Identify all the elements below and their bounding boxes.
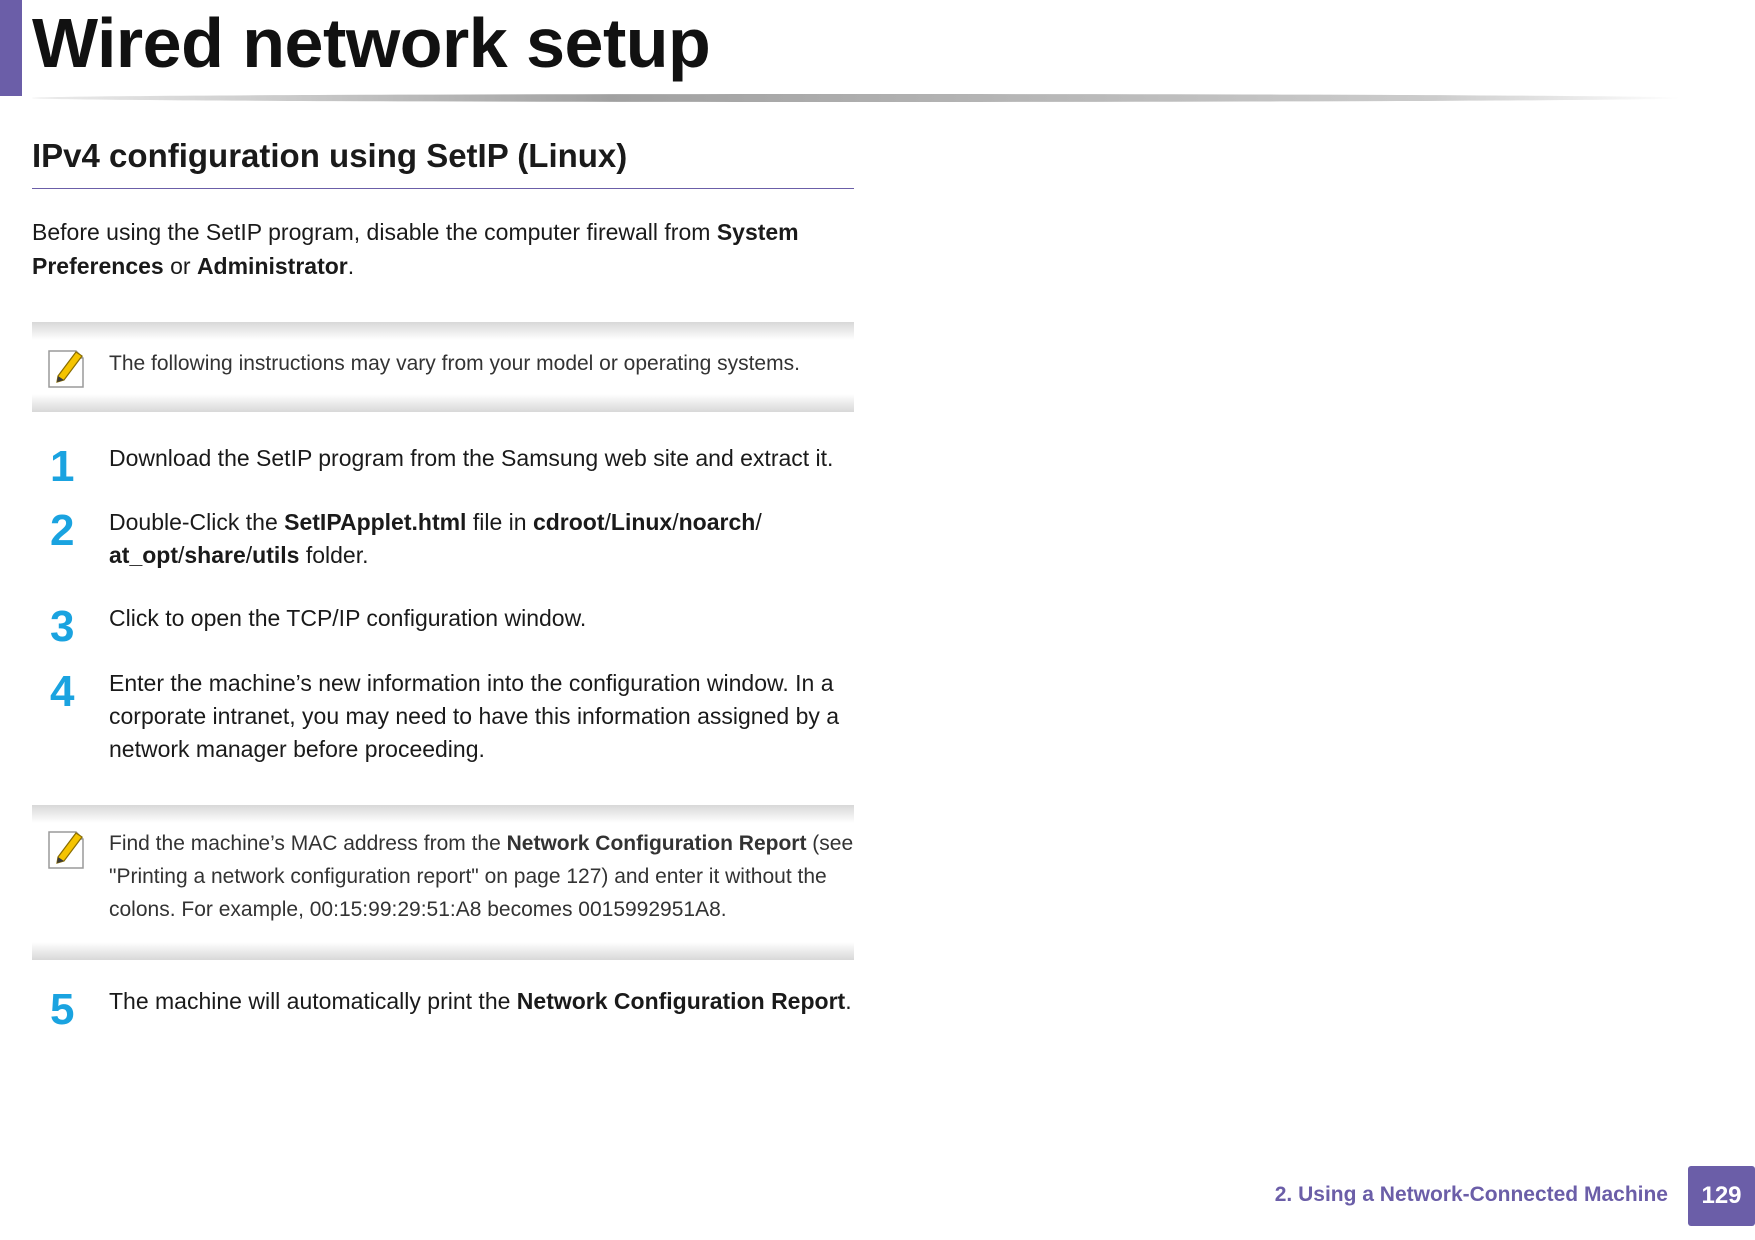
footer-chapter: 2. Using a Network-Connected Machine: [1274, 1183, 1668, 1206]
page-title: Wired network setup: [32, 4, 711, 82]
note-text: The following instructions may vary from your model or operating systems.: [109, 352, 800, 375]
pencil-note-icon: [46, 346, 86, 390]
page-number-badge: 129: [1688, 1166, 1755, 1226]
step-text: Download the SetIP program from the Samsung web site and extract it.: [109, 445, 834, 471]
note-box: [32, 322, 854, 412]
note-text: Find the machine’s MAC address from the Network Configuration Report (see "Printing a network configuration report" on page 127) and enter it without the colons. For example, 00:15:99:29:51:A8 becomes 0015992951A8.: [109, 832, 854, 921]
step-text: Click to open the TCP/IP configuration window.: [109, 605, 587, 631]
step-text: The machine will automatically print the Network Configuration Report.: [109, 988, 852, 1014]
section-heading: IPv4 configuration using SetIP (Linux): [32, 136, 854, 189]
intro-paragraph: Before using the SetIP program, disable the computer firewall from System Preferences or Administrator.: [32, 219, 799, 279]
header-accent-bar: [0, 0, 22, 96]
step-number: 5: [50, 985, 75, 1034]
note-box: [32, 805, 854, 960]
step-number: 3: [50, 602, 75, 651]
pencil-note-icon: [46, 827, 86, 871]
step-number: 4: [50, 667, 75, 716]
step-number: 2: [50, 506, 75, 555]
step-number: 1: [50, 442, 75, 491]
step-text: Double-Click the SetIPApplet.html file in cdroot/Linux/noarch/ at_opt/share/utils folder.: [109, 509, 762, 568]
title-rule: [32, 94, 1682, 102]
step-text: Enter the machine’s new information into the configuration window. In a corporate intranet, you may need to have this information assigned by a network manager before proceeding.: [109, 670, 840, 762]
